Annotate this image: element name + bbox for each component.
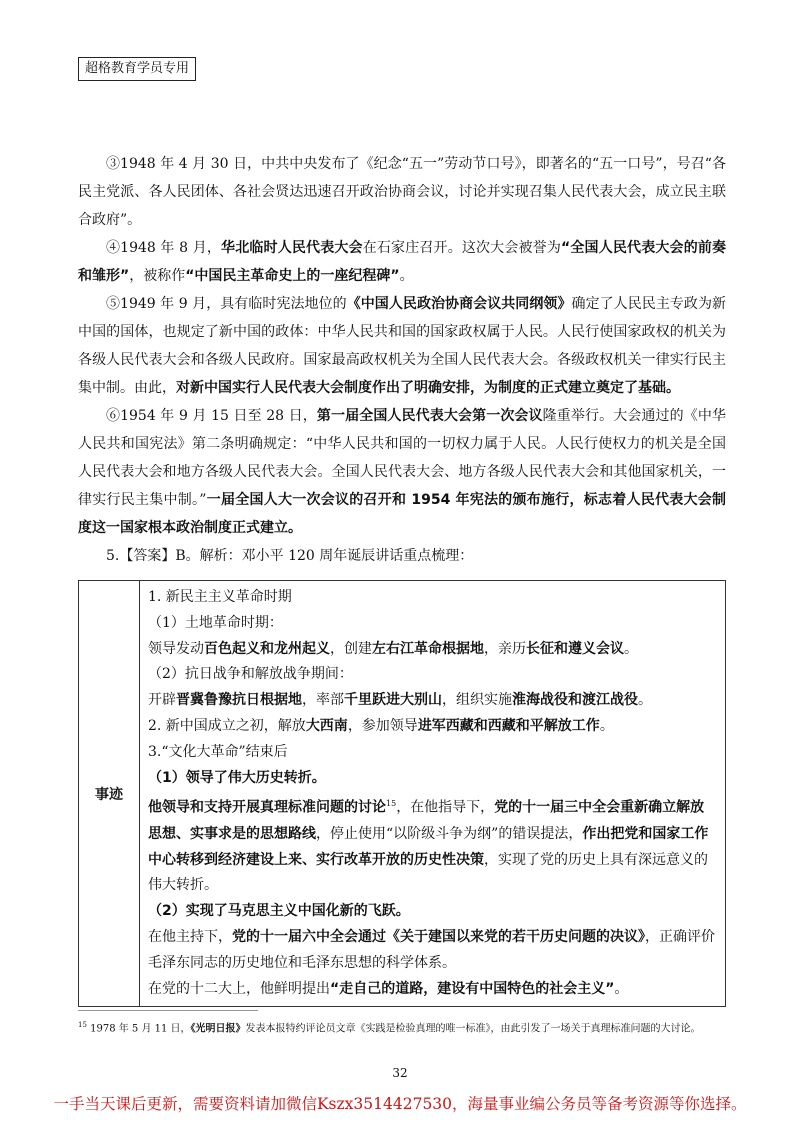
text-run: ，在他指导下， <box>396 800 495 817</box>
text-run: ，创建 <box>330 640 372 657</box>
bold-text: 华北临时人民代表大会 <box>221 240 363 256</box>
table-line <box>148 611 717 637</box>
footnote-divider <box>78 1010 258 1011</box>
bold-text: 百色起义和龙州起义 <box>204 640 330 657</box>
table-line <box>148 585 717 611</box>
bold-text: 《中国人民政治协商会议共同纲领》 <box>346 296 572 312</box>
table-content-cell <box>140 581 726 1007</box>
text-run: ，实现了党的历史上具有深远意义的伟大转折。 <box>148 851 708 894</box>
promo-banner: 一手当天课后更新，需要资料请加微信Kszx3514427530，海量事业编公务员等备考资源等你选择。 <box>53 1095 747 1113</box>
bold-text: 淮海战役和渡江战役 <box>512 692 638 709</box>
table-label-cell: 事迹 <box>79 581 140 1007</box>
text-run: 领导发动 <box>148 640 204 657</box>
answer-line: 5.【答案】B。解析：邓小平 120 周年诞辰讲话重点梳理： <box>106 548 474 564</box>
text-run: 。 <box>399 268 414 284</box>
table-line <box>148 791 717 899</box>
footnote-ref: 15 <box>386 799 397 809</box>
text-run: （1）土地革命时期： <box>148 614 283 631</box>
bold-text: 党的十一届三中全会重新确立解放思想、实事求是的思想路线 <box>148 800 705 842</box>
text-run: （2）抗日战争和解放战争期间： <box>148 666 353 683</box>
bold-text: （2）实现了马克思主义中国化新的飞跃。 <box>148 903 410 920</box>
text-run: 3.“文化大革命”结束后 <box>148 743 288 760</box>
text-run: 1978 年 5 月 11 日， <box>86 1023 191 1035</box>
text-run: 开辟 <box>148 692 176 709</box>
text-run: ③1948 年 4 月 30 日，中共中央发布了《纪念“五一”劳动节口号》，即著名的“五一口号”，号召“各民主党派、各人民团体、各社会贤达迅速召开政治协商会议，讨论并实现召集人民代表大会，成立民主联合政府”。 <box>78 156 726 228</box>
bold-text: 第一届全国人民代表大会第一次会议 <box>316 408 543 424</box>
bold-text: 晋冀鲁豫抗日根据地 <box>176 692 302 709</box>
bold-text: 一届全国人大一次会议的召开和 1954 年宪法的颁布施行，标志着人民代表大会制度这一国家根本政治制度正式建立。 <box>78 492 726 536</box>
main-text <box>78 150 726 570</box>
header-tag: 超格教育学员专用 <box>78 57 196 81</box>
paragraph-1 <box>78 150 726 234</box>
text-run: 在石家庄召开。这次大会被誉为 <box>362 240 562 256</box>
footnote <box>78 1018 738 1036</box>
table-line <box>148 637 717 663</box>
text-run: 1. 新民主主义革命时期 <box>148 589 292 605</box>
table-line <box>148 899 717 925</box>
table-line <box>148 740 717 766</box>
text-run: 确定了人民民主专政为新中国的国体，也规定了新中国的政体：中华人民共和国的国家政权属于人民。人民行使国家政权的机关为各级人民代表大会和各级人民政府。国家最高政权机关为全国人民代表大会。各级政权机关一律实行民主集中制。由此， <box>78 296 727 396</box>
text-run: ，参加领导 <box>347 717 418 734</box>
text-run: 。 <box>599 717 614 734</box>
bold-text: 长征和遵义会议 <box>526 640 624 657</box>
text-run: ，亲历 <box>484 640 526 657</box>
paragraph-3 <box>78 290 726 402</box>
deng-facts-table <box>78 580 726 1007</box>
text-run: 隆重举行。大会通过的《中华人民共和国宪法》第二条明确规定：“中华人民共和国的一切权力属于人民。人民行使权力的机关是全国人民代表大会和地方各级人民代表大会。全国人民代表大会、地方各级人民代表大会和其他国家机关，一律实行民主集中制。” <box>78 408 726 508</box>
text-run: ④1948 年 8 月， <box>106 240 222 256</box>
paragraph-4 <box>78 402 726 542</box>
paragraph-2 <box>78 234 726 290</box>
text-run: 。 <box>614 980 629 997</box>
bold-text: 大西南 <box>305 717 348 734</box>
bold-text: 党的十一届六中全会通过《关于建国以来党的若干历史问题的决议》 <box>232 929 645 946</box>
bold-text: （1）领导了伟大历史转折。 <box>148 769 326 786</box>
text-run: ，被称作 <box>129 268 186 284</box>
bold-text: 千里跃进大别山 <box>344 692 442 709</box>
footnote-ref: 15 <box>78 1021 87 1029</box>
bold-text: “走自己的道路，建设有中国特色的社会主义” <box>330 980 615 997</box>
table-line <box>148 925 717 977</box>
text-run: ，正确评价毛泽东同志的历史地位和毛泽东思想的科学体系。 <box>148 929 715 971</box>
text-run: 2. 新中国成立之初，解放 <box>148 717 306 734</box>
bold-text: “全国人民代表大会的前奏和雏形” <box>78 240 727 284</box>
table-line <box>148 766 717 792</box>
text-run: 在他主持下， <box>148 929 232 946</box>
bold-text: 左右江革命根据地 <box>372 640 484 657</box>
table-line <box>148 688 717 714</box>
text-run: ⑤1949 年 9 月，具有临时宪法地位的 <box>106 296 347 312</box>
text-run: ⑥1954 年 9 月 15 日至 28 日， <box>106 408 317 424</box>
bold-text: 他领导和支持开展真理标准问题的讨论 <box>148 800 386 817</box>
page-number: 32 <box>392 1066 408 1080</box>
bold-text: 作出把党和国家工作中心转移到经济建设上来、实行改革开放的历史性决策 <box>148 825 709 868</box>
table-line <box>148 714 717 740</box>
text-run: 在党的十二大上，他鲜明提出 <box>148 980 330 997</box>
bold-text: 《光明日报》 <box>190 1023 246 1035</box>
text-run: ，组织实施 <box>442 692 512 709</box>
text-run: ，率部 <box>302 692 344 709</box>
table-line <box>148 662 717 688</box>
text-run: ，停止使用“以阶级斗争为纲”的错误提法， <box>316 825 583 842</box>
bold-text: 进军西藏和西藏和平解放工作 <box>417 717 600 734</box>
text-run: 。 <box>624 640 638 657</box>
bold-text: 对新中国实行人民代表大会制度作出了明确安排，为制度的正式建立奠定了基础。 <box>176 380 680 396</box>
bold-text: “中国民主革命史上的一座纪程碑” <box>185 268 400 284</box>
text-run: 。 <box>638 692 652 709</box>
text-run: 发表本报特约评论员文章《实践是检验真理的唯一标准》，由此引发了一场关于真理标准问题的大讨论。 <box>245 1023 701 1035</box>
table-line <box>148 977 717 1003</box>
